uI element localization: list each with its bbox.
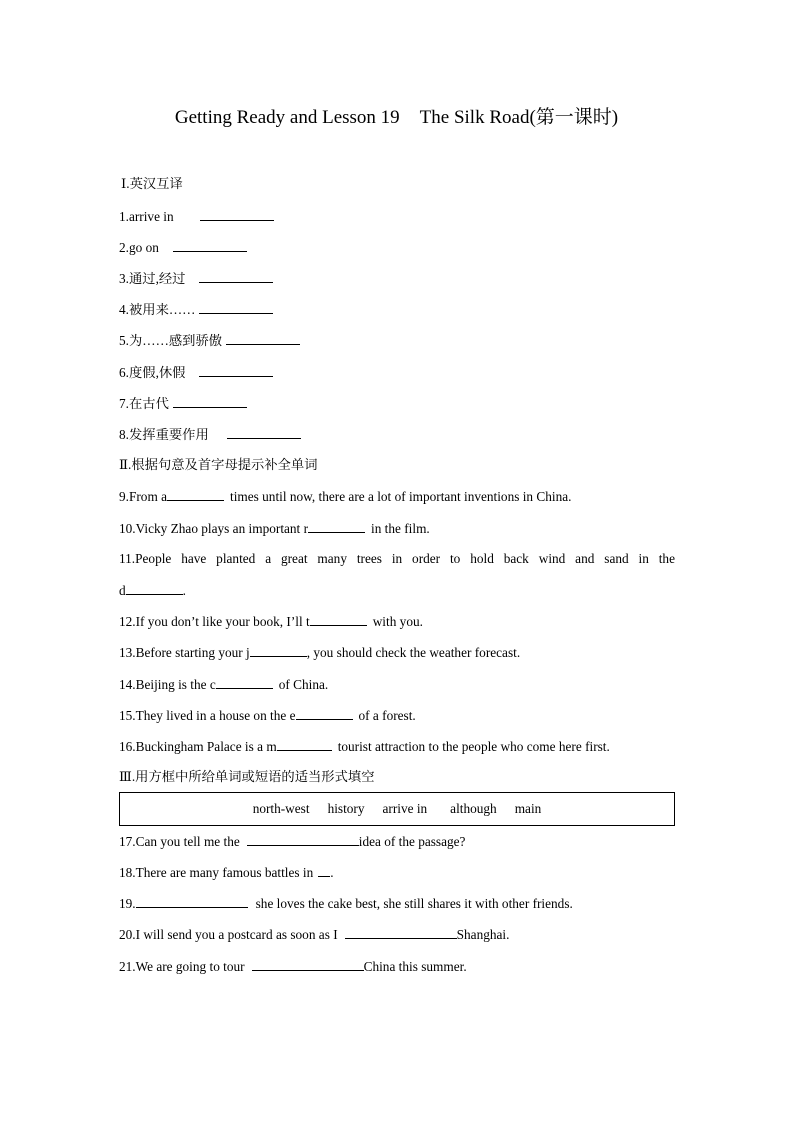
answer-blank[interactable] — [199, 268, 273, 283]
question-text: 12.If you don’t like your book, I’ll t — [119, 614, 310, 629]
question-15 — [119, 705, 675, 726]
list-item — [119, 237, 675, 258]
question-text: . — [330, 865, 334, 880]
question-18 — [119, 862, 675, 883]
item-label: 8.发挥重要作用 — [119, 427, 209, 442]
answer-blank[interactable] — [296, 705, 353, 720]
section2-heading: Ⅱ.根据句意及首字母提示补全单词 — [119, 457, 318, 472]
answer-blank[interactable] — [247, 831, 359, 846]
question-text: 13.Before starting your j — [119, 645, 250, 660]
list-item — [119, 299, 675, 320]
item-label: 5.为……感到骄傲 — [119, 333, 223, 348]
question-text: of a forest. — [358, 708, 416, 723]
question-text: d — [119, 583, 126, 598]
word-option: main — [514, 801, 542, 816]
question-text: idea of the passage? — [358, 834, 466, 849]
question-text: she loves the cake best, she still shares it with other friends. — [255, 896, 573, 911]
question-11-line2 — [119, 580, 675, 601]
question-text: China this summer. — [363, 959, 467, 974]
question-text: in the film. — [371, 521, 430, 536]
question-13 — [119, 642, 675, 663]
answer-blank[interactable] — [308, 518, 365, 533]
answer-blank[interactable] — [252, 956, 364, 971]
answer-blank[interactable] — [199, 362, 273, 377]
list-item — [119, 393, 675, 414]
question-10 — [119, 518, 675, 539]
answer-blank[interactable] — [216, 674, 273, 689]
question-text: 16.Buckingham Palace is a m — [119, 739, 277, 754]
title-lesson: Getting Ready and Lesson 19 — [174, 107, 400, 128]
section1-heading: Ⅰ.英汉互译 — [121, 176, 183, 191]
list-item — [119, 268, 675, 289]
word-option: arrive in — [382, 801, 428, 816]
question-21 — [119, 956, 675, 977]
page-title — [0, 105, 793, 131]
question-11-line1: 11.People have planted a great many trees in order to hold back wind and sand in the — [119, 551, 675, 566]
item-label: 2.go on — [119, 240, 159, 255]
answer-blank[interactable] — [200, 206, 274, 221]
answer-blank[interactable] — [173, 237, 247, 252]
question-text: . — [182, 583, 186, 598]
section3-heading: Ⅲ.用方框中所给单词或短语的适当形式填空 — [119, 769, 375, 784]
question-14 — [119, 674, 675, 695]
question-text: tourist attraction to the people who come here first. — [337, 739, 610, 754]
question-19 — [119, 893, 675, 914]
question-text: 14.Beijing is the c — [119, 677, 216, 692]
question-text: 9.From a — [119, 489, 168, 504]
question-9 — [119, 486, 675, 507]
question-text: , you should check the weather forecast. — [306, 645, 521, 660]
list-item — [119, 424, 675, 445]
answer-blank[interactable] — [277, 736, 332, 751]
answer-blank[interactable] — [226, 330, 300, 345]
answer-blank[interactable] — [136, 893, 248, 908]
answer-blank[interactable] — [345, 924, 457, 939]
word-option: history — [327, 801, 365, 816]
answer-blank[interactable] — [227, 424, 301, 439]
answer-blank[interactable] — [173, 393, 247, 408]
answer-blank[interactable] — [167, 486, 224, 501]
question-text: with you. — [372, 614, 423, 629]
item-label: 3.通过,经过 — [119, 271, 186, 286]
question-text: 10.Vicky Zhao plays an important r — [119, 521, 309, 536]
question-text: 21.We are going to tour — [119, 959, 245, 974]
answer-blank[interactable] — [199, 299, 273, 314]
answer-blank[interactable] — [250, 642, 307, 657]
question-text: of China. — [278, 677, 329, 692]
question-text: 18.There are many famous battles in — [119, 865, 314, 880]
list-item — [119, 362, 675, 383]
answer-blank[interactable] — [126, 580, 183, 595]
list-item — [119, 330, 675, 351]
question-16 — [119, 736, 675, 757]
question-text: 20.I will send you a postcard as soon as I — [119, 927, 338, 942]
question-12 — [119, 611, 675, 632]
question-20 — [119, 924, 675, 945]
item-label: 4.被用来…… — [119, 302, 196, 317]
question-17 — [119, 831, 675, 852]
question-text: Shanghai. — [456, 927, 510, 942]
item-label: 1.arrive in — [119, 209, 174, 224]
item-label: 6.度假,休假 — [119, 365, 186, 380]
item-label: 7.在古代 — [119, 396, 169, 411]
question-text: times until now, there are a lot of important inventions in China. — [230, 489, 572, 504]
answer-blank[interactable] — [310, 611, 367, 626]
word-option: although — [450, 801, 497, 816]
question-text: 17.Can you tell me the — [119, 834, 240, 849]
list-item — [119, 206, 675, 227]
word-box — [119, 792, 675, 826]
word-option: north-west — [252, 801, 310, 816]
question-text: 15.They lived in a house on the e — [119, 708, 296, 723]
title-topic: The Silk Road(第一课时) — [419, 107, 619, 128]
question-text: 19. — [119, 896, 136, 911]
answer-blank[interactable] — [318, 862, 330, 877]
